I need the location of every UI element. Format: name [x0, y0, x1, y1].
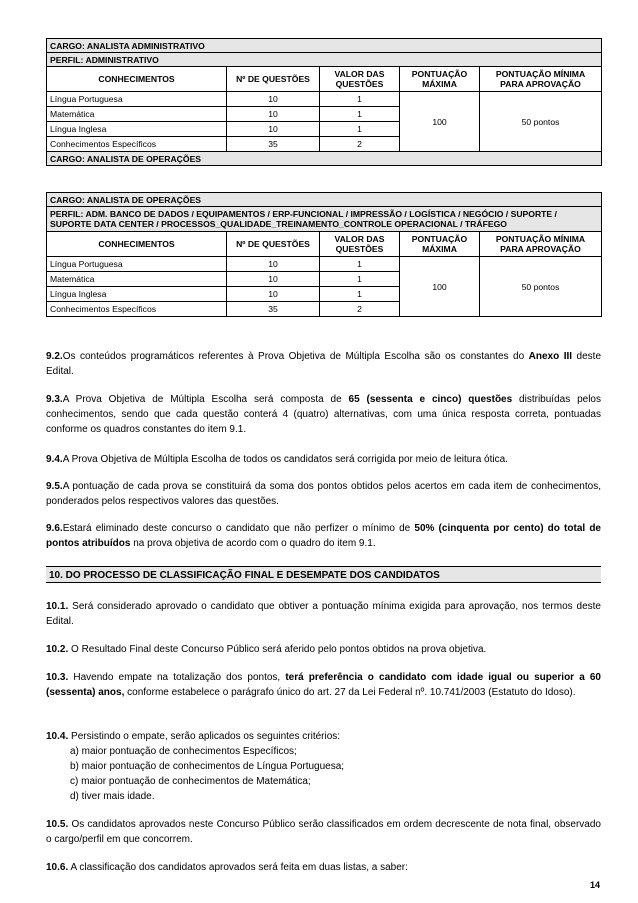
paragraph-text: Será considerado aprovado o candidato que obtiver a pontuação mínima exigida para aprovação, nos termos deste Edital.	[46, 601, 601, 627]
paragraph-text: deste Edital.	[46, 351, 602, 377]
paragraph-10-6	[46, 860, 601, 875]
table-cell: Língua Inglesa	[47, 122, 227, 137]
table-cell-max: 100	[400, 257, 480, 317]
table-cell: 2	[320, 137, 400, 152]
col-header: PONTUAÇÃO MÁXIMA	[400, 67, 480, 92]
list-item: d) tiver mais idade.	[70, 791, 155, 802]
paragraph-10-5	[46, 817, 601, 847]
table-cell: Conhecimentos Específicos	[47, 302, 227, 317]
paragraph-10-4	[46, 729, 601, 804]
item-number: 10.2.	[46, 644, 69, 655]
table-perfil: PERFIL: ADMINISTRATIVO	[47, 53, 602, 67]
col-header: PONTUAÇÃO MÍNIMA PARA APROVAÇÃO	[480, 67, 602, 92]
paragraph-text: Estará eliminado deste concurso o candidato que não perfizer o mínimo de	[62, 523, 415, 534]
table-cell: 10	[227, 257, 320, 272]
paragraph-text: A pontuação de cada prova se constituirá da soma dos pontos obtidos pelos acertos em cada item de conhecimentos, ponderados pelos respectivos valores das questões.	[46, 481, 601, 507]
table-cell: 1	[320, 92, 400, 107]
item-number: 10.1.	[46, 601, 69, 612]
col-header: CONHECIMENTOS	[47, 232, 227, 257]
col-header: Nº DE QUESTÕES	[227, 232, 320, 257]
list-item: c) maior pontuação de conhecimentos de Matemática;	[70, 776, 311, 787]
paragraph-text: distribuídas pelos conhecimentos, sendo que cada questão conterá 4 (quatro) alternativas, com uma única resposta correta, pontuadas conforme os quadros constantes do item 9.1.	[46, 394, 601, 435]
table-cell: Língua Portuguesa	[47, 257, 227, 272]
paragraph-10-2	[46, 642, 601, 657]
paragraph-9-5	[46, 479, 601, 509]
table-cell: Língua Portuguesa	[47, 92, 227, 107]
paragraph-10-1	[46, 599, 601, 629]
item-number: 9.4.	[46, 454, 63, 465]
table-cell: 1	[320, 107, 400, 122]
item-number: 9.6.	[46, 523, 63, 534]
table-cell: Matemática	[47, 107, 227, 122]
table-cell-min: 50 pontos	[480, 257, 602, 317]
table-perfil: PERFIL: ADM. BANCO DE DADOS / EQUIPAMENTOS / ERP-FUNCIONAL / IMPRESSÃO / LOGÍSTICA / NEGÓCIO / SUPORTE / SUPORTE DATA CENTER / PROCESSOS_QUALIDADE_TREINAMENTO_CONTROLE OPERACIONAL / TRÁFEGO	[47, 207, 602, 232]
paragraph-text: Havendo empate na totalização dos pontos,	[73, 672, 286, 683]
paragraph-text: conforme estabelece o parágrafo único do art. 27 da Lei Federal nº. 10.741/2003 (Estatuto do Idoso).	[124, 687, 576, 698]
item-number: 10.5.	[46, 819, 69, 830]
table-cargo: CARGO: ANALISTA ADMINISTRATIVO	[47, 39, 602, 53]
table-cell: 2	[320, 302, 400, 317]
table-cell: 1	[320, 272, 400, 287]
page-number: 14	[589, 880, 600, 890]
paragraph-bold: Anexo III	[528, 351, 573, 362]
list-item: b) maior pontuação de conhecimentos de Língua Portuguesa;	[70, 761, 345, 772]
paragraph-text: Persistindo o empate, serão aplicados os seguintes critérios:	[71, 731, 341, 742]
paragraph-text: Os candidatos aprovados neste Concurso Público serão classificados em ordem decrescente de nota final, observado o cargo/perfil em que concorrem.	[46, 819, 601, 845]
col-header: PONTUAÇÃO MÁXIMA	[400, 232, 480, 257]
col-header: Nº DE QUESTÕES	[227, 67, 320, 92]
paragraph-text: na prova objetiva de acordo com o quadro do item 9.1.	[130, 538, 376, 549]
paragraph-text: Os conteúdos programáticos referentes à Prova Objetiva de Múltipla Escolha são os constantes do	[62, 351, 529, 362]
paragraph-bold: 65 (sessenta e cinco) questões	[348, 394, 513, 405]
paragraph-9-6	[46, 521, 601, 551]
item-number: 10.4.	[46, 731, 69, 742]
table-cargo: CARGO: ANALISTA DE OPERAÇÕES	[47, 193, 602, 207]
col-header: PONTUAÇÃO MÍNIMA PARA APROVAÇÃO	[480, 232, 602, 257]
table-cell: Conhecimentos Específicos	[47, 137, 227, 152]
col-header: VALOR DAS QUESTÕES	[320, 232, 400, 257]
paragraph-text: A classificação dos candidatos aprovados será feita em duas listas, a saber:	[70, 862, 408, 873]
col-header: CONHECIMENTOS	[47, 67, 227, 92]
col-header: VALOR DAS QUESTÕES	[320, 67, 400, 92]
table-cell: 35	[227, 302, 320, 317]
item-number: 9.3.	[46, 394, 63, 405]
paragraph-10-3	[46, 670, 601, 700]
table-cell: 10	[227, 92, 320, 107]
paragraph-text: O Resultado Final deste Concurso Público será aferido pelo pontos obtidos na prova objetiva.	[71, 644, 487, 655]
table-cell: 10	[227, 107, 320, 122]
table-cell-max: 100	[400, 92, 480, 152]
paragraph-9-3	[46, 392, 601, 437]
table-cell: 1	[320, 287, 400, 302]
table-cell: 10	[227, 122, 320, 137]
score-table-administrativo	[46, 38, 602, 166]
table-cell: Língua Inglesa	[47, 287, 227, 302]
paragraph-text: A Prova Objetiva de Múltipla Escolha será composta de	[62, 394, 349, 405]
table-cell: 1	[320, 122, 400, 137]
paragraph-text: A Prova Objetiva de Múltipla Escolha de todos os candidatos será corrigida por meio de leitura ótica.	[62, 454, 508, 465]
paragraph-bold: 50% (cinquenta por cento) do total de pontos atribuídos	[46, 523, 601, 549]
table-cell: 10	[227, 272, 320, 287]
paragraph-9-2	[46, 349, 601, 379]
score-table-operacoes	[46, 192, 602, 317]
paragraph-bold: terá preferência o candidato com idade igual ou superior a 60 (sessenta) anos,	[46, 672, 601, 698]
item-number: 9.5.	[46, 481, 63, 492]
table-cell-min: 50 pontos	[480, 92, 602, 152]
paragraph-9-4	[46, 452, 601, 467]
item-number: 9.2.	[46, 351, 63, 362]
table-cell: 35	[227, 137, 320, 152]
table-footer-cargo: CARGO: ANALISTA DE OPERAÇÕES	[47, 152, 602, 166]
item-number: 10.6.	[46, 862, 69, 873]
list-item: a) maior pontuação de conhecimentos Específicos;	[70, 746, 297, 757]
table-cell: 1	[320, 257, 400, 272]
item-number: 10.3.	[46, 672, 69, 683]
section-heading-10: 10. DO PROCESSO DE CLASSIFICAÇÃO FINAL E DESEMPATE DOS CANDIDATOS	[46, 566, 601, 583]
table-cell: 10	[227, 287, 320, 302]
table-cell: Matemática	[47, 272, 227, 287]
